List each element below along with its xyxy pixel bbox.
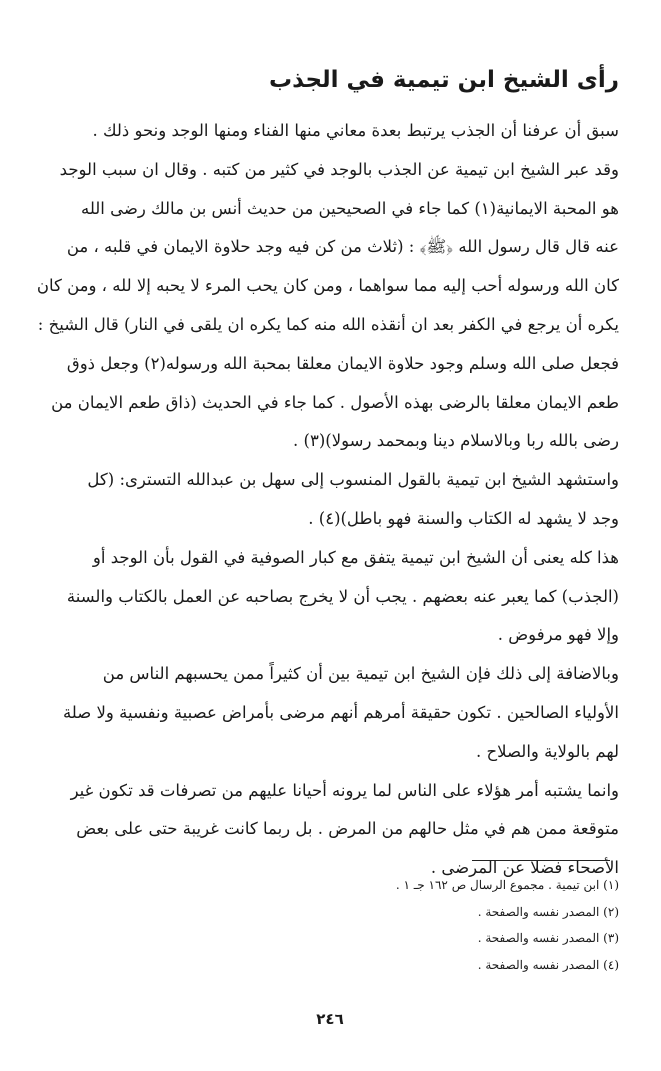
body-line: الأصحاء فضلا عن المرضى . bbox=[430, 858, 619, 878]
body-line: عنه قال قال رسول الله ﴿ﷺ﴾ : (ثلاث من كن فيه وجد حلاوة الايمان في قلبه ، من bbox=[66, 237, 619, 257]
body-line: وانما يشتبه أمر هؤلاء على الناس لما يرونه أحيانا عليهم من تصرفات قد تكون غير bbox=[70, 780, 619, 800]
body-line: فجعل صلى الله وسلم وجود حلاوة الايمان معلقا بمحبة الله ورسوله(٢) وجعل ذوق bbox=[66, 353, 619, 373]
footnotes bbox=[59, 872, 619, 978]
footnote: (٢) المصدر نفسه والصفحة . bbox=[477, 904, 619, 919]
footnote: (٤) المصدر نفسه والصفحة . bbox=[477, 957, 619, 972]
body-line: طعم الايمان معلقا بالرضى بهذه الأصول . كما جاء في الحديث (ذاق طعم الايمان من bbox=[51, 392, 619, 412]
body-line: وجد لا يشهد له الكتاب والسنة فهو باطل)(٤) . bbox=[308, 508, 619, 528]
body-line: كان الله ورسوله أحب إليه مما سواهما ، ومن كان يحب المرء لا يحبه إلا لله ، ومن كان bbox=[37, 276, 619, 296]
page-number: ٢٤٦ bbox=[316, 1010, 344, 1028]
body-line: لهم بالولاية والصلاح . bbox=[476, 741, 619, 761]
body-text bbox=[37, 112, 619, 888]
body-line: وبالاضافة إلى ذلك فإن الشيخ ابن تيمية بين أن كثيراً ممن يحسبهم الناس من bbox=[102, 664, 619, 684]
body-line: وقد عبر الشيخ ابن تيمية عن الجذب بالوجد في كثير من كتبه . وقال ان سبب الوجد bbox=[59, 159, 619, 179]
footnote-divider bbox=[472, 860, 610, 861]
body-line: رضى بالله ربا وبالاسلام دينا وبمحمد رسولا)(٣) . bbox=[293, 431, 619, 451]
body-line: (الجذب) كما يعبر عنه بعضهم . يجب أن لا يخرج بصاحبه عن العمل بالكتاب والسنة bbox=[66, 586, 619, 606]
body-line: هذا كله يعنى أن الشيخ ابن تيمية يتفق مع كبار الصوفية في القول بأن الوجد أو bbox=[92, 547, 619, 567]
body-line: واستشهد الشيخ ابن تيمية بالقول المنسوب إلى سهل بن عبدالله التسترى: (كل bbox=[87, 470, 619, 490]
body-line: يكره أن يرجع في الكفر بعد ان أنقذه الله منه كما يكره ان يلقى في النار) قال الشيخ : bbox=[37, 314, 619, 334]
body-line: هو المحبة الايمانية(١) كما جاء في الصحيحين من حديث أنس بن مالك رضى الله bbox=[80, 198, 619, 218]
body-line: متوقعة ممن هم في مثل حالهم من المرض . بل ربما كانت غريبة حتى على بعض bbox=[76, 819, 619, 839]
body-line: سبق أن عرفنا أن الجذب يرتبط بعدة معاني منها الفناء ومنها الوجد ونحو ذلك . bbox=[92, 121, 619, 140]
footnote: (٣) المصدر نفسه والصفحة . bbox=[477, 931, 619, 945]
section-heading: رأى الشيخ ابن تيمية في الجذب bbox=[269, 67, 619, 93]
body-line: الأولياء الصالحين . تكون حقيقة أمرهم أنهم مرضى بأمراض عصبية ونفسية ولا صلة bbox=[62, 702, 619, 722]
footnote: (١) ابن تيمية . مجموع الرسال ص ١٦٢ جـ ١ . bbox=[395, 878, 619, 892]
body-line: وإلا فهو مرفوض . bbox=[497, 625, 619, 645]
